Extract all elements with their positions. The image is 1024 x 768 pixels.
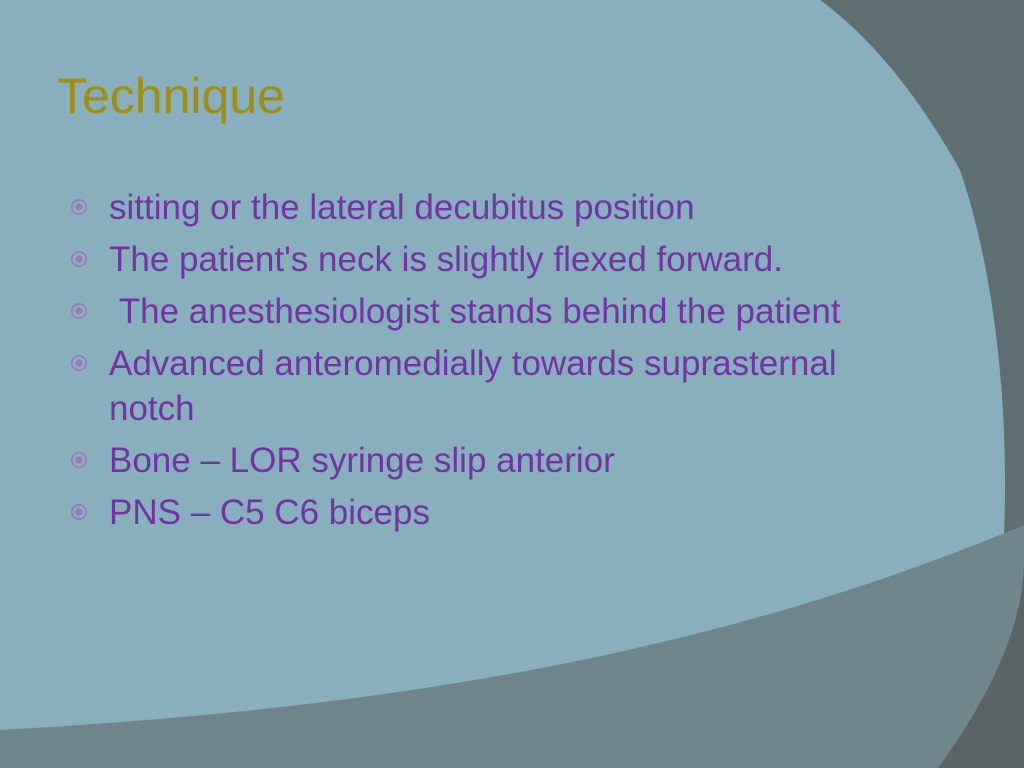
- slide-title: Technique: [57, 68, 285, 124]
- bullet-item: [70, 237, 870, 282]
- circle-target-icon: [70, 198, 88, 216]
- bullet-item: [70, 289, 870, 334]
- bullet-text: PNS – C5 C6 biceps: [109, 493, 430, 532]
- bullet-text: The patient's neck is slightly flexed forward.: [109, 240, 783, 279]
- bullet-item: [70, 438, 870, 483]
- bullet-item: [70, 185, 870, 230]
- circle-target-icon: [70, 503, 88, 521]
- bullet-text: sitting or the lateral decubitus position: [109, 188, 695, 227]
- circle-target-icon: [70, 354, 88, 372]
- bullet-list: [70, 185, 870, 542]
- bullet-text: Advanced anteromedially towards suprasternal notch: [109, 344, 847, 428]
- bullet-item: [70, 490, 870, 535]
- bullet-text: Bone – LOR syringe slip anterior: [109, 441, 615, 480]
- circle-target-icon: [70, 302, 88, 320]
- bullet-text: The anesthesiologist stands behind the patient: [109, 292, 841, 331]
- circle-target-icon: [70, 451, 88, 469]
- bullet-item: [70, 341, 870, 431]
- circle-target-icon: [70, 250, 88, 268]
